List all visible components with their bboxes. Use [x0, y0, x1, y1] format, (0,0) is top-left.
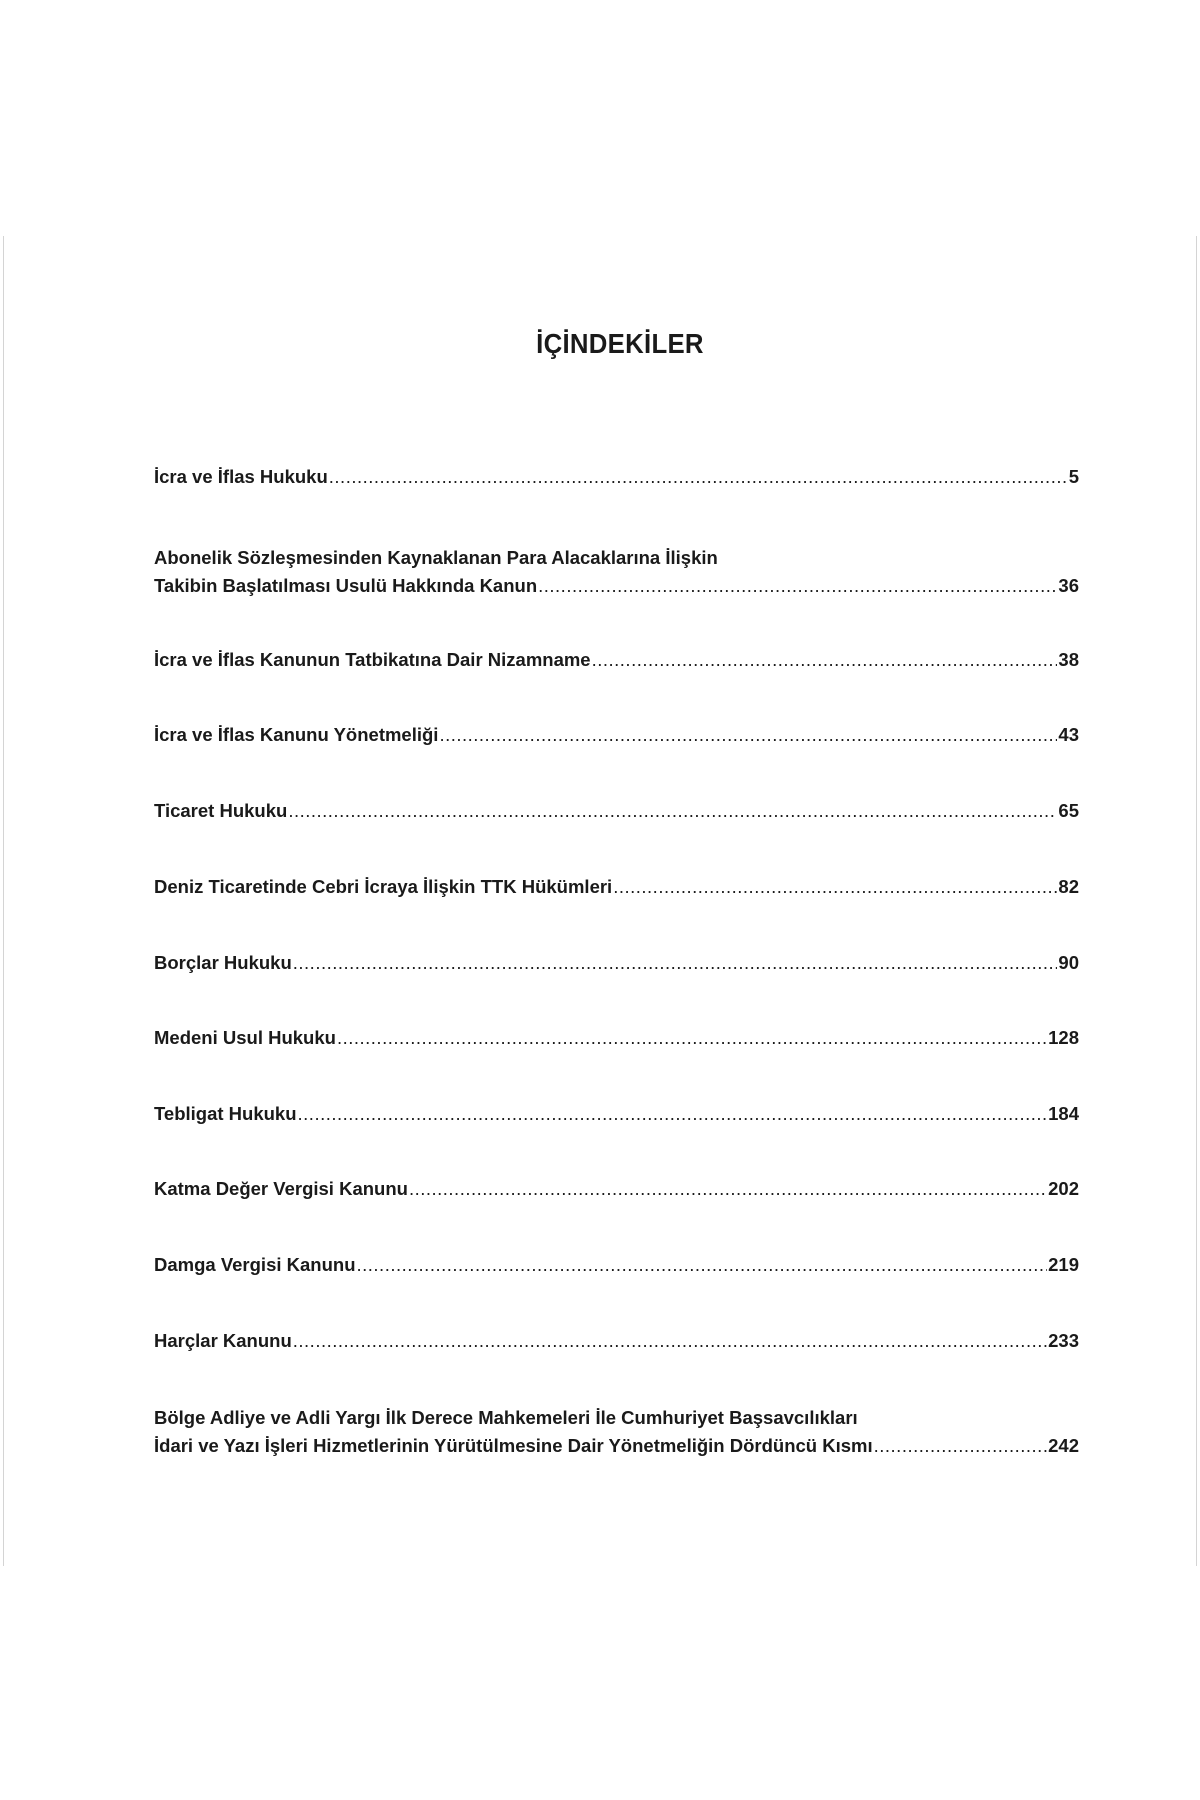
- dot-leader: [439, 721, 1057, 749]
- toc-entry[interactable]: [154, 949, 1079, 977]
- toc-entry[interactable]: [154, 1404, 1079, 1460]
- toc-entry-label: Takibin Başlatılması Usulü Hakkında Kanun: [154, 575, 538, 596]
- toc-entry-label: Damga Vergisi Kanunu: [154, 1254, 356, 1275]
- toc-entry-page: 219: [1048, 1254, 1079, 1275]
- toc-entry[interactable]: [154, 1175, 1079, 1203]
- dot-leader: [329, 463, 1068, 491]
- toc-entry[interactable]: [154, 1024, 1079, 1052]
- toc-entry-label: Borçlar Hukuku: [154, 952, 292, 973]
- dot-leader: [409, 1175, 1047, 1203]
- toc-entry[interactable]: [154, 1327, 1079, 1355]
- toc-entry-page: 5: [1068, 466, 1079, 487]
- toc-entry[interactable]: [154, 721, 1079, 749]
- toc-entry-label: Medeni Usul Hukuku: [154, 1027, 336, 1048]
- toc-entry-label: İdari ve Yazı İşleri Hizmetlerinin Yürütülmesine Dair Yönetmeliğin Dördüncü Kısmı: [154, 1435, 873, 1456]
- toc-entry-label: Ticaret Hukuku: [154, 800, 288, 821]
- toc-entry-page: 242: [1048, 1435, 1079, 1456]
- toc-entry[interactable]: [154, 1100, 1079, 1128]
- toc-entry-label: İcra ve İflas Kanunun Tatbikatına Dair Nizamname: [154, 649, 591, 670]
- toc-entry-page: 233: [1048, 1330, 1079, 1351]
- toc-entry-page: 36: [1058, 575, 1079, 596]
- dot-leader: [357, 1251, 1048, 1279]
- dot-leader: [288, 797, 1057, 825]
- dot-leader: [298, 1100, 1048, 1128]
- page-title: İÇİNDEKİLER: [536, 328, 704, 359]
- toc-entry-page: 65: [1058, 800, 1079, 821]
- dot-leader: [613, 873, 1057, 901]
- toc-entry[interactable]: [154, 797, 1079, 825]
- toc-entry-label: Harçlar Kanunu: [154, 1330, 292, 1351]
- toc-entry[interactable]: [154, 544, 1079, 600]
- dot-leader: [293, 949, 1058, 977]
- toc-entry-page: 184: [1048, 1103, 1079, 1124]
- toc-entry-label: İcra ve İflas Hukuku: [154, 466, 328, 487]
- toc-entry[interactable]: [154, 646, 1079, 674]
- toc-entry-label: Deniz Ticaretinde Cebri İcraya İlişkin TTK Hükümleri: [154, 876, 613, 897]
- toc-entry-label: Tebligat Hukuku: [154, 1103, 297, 1124]
- toc-entry-page: 38: [1058, 649, 1079, 670]
- toc-entry-page: 128: [1048, 1027, 1079, 1048]
- toc-entry-page: 82: [1058, 876, 1079, 897]
- toc-entry-label: Abonelik Sözleşmesinden Kaynaklanan Para Alacaklarına İlişkin: [154, 547, 718, 568]
- toc-entry-page: 43: [1058, 724, 1079, 745]
- toc-entry-label: Bölge Adliye ve Adli Yargı İlk Derece Mahkemeleri İle Cumhuriyet Başsavcılıkları: [154, 1407, 858, 1428]
- toc-entry[interactable]: [154, 1251, 1079, 1279]
- toc-entry[interactable]: [154, 873, 1079, 901]
- toc-entry-label: Katma Değer Vergisi Kanunu: [154, 1178, 408, 1199]
- page-frame: [3, 236, 1197, 1566]
- dot-leader: [337, 1024, 1047, 1052]
- dot-leader: [293, 1327, 1047, 1355]
- dot-leader: [874, 1432, 1048, 1460]
- toc-entry-label: İcra ve İflas Kanunu Yönetmeliği: [154, 724, 439, 745]
- dot-leader: [538, 572, 1057, 600]
- dot-leader: [592, 646, 1058, 674]
- toc-entry[interactable]: [154, 463, 1079, 491]
- toc-entry-page: 202: [1048, 1178, 1079, 1199]
- toc-entry-page: 90: [1058, 952, 1079, 973]
